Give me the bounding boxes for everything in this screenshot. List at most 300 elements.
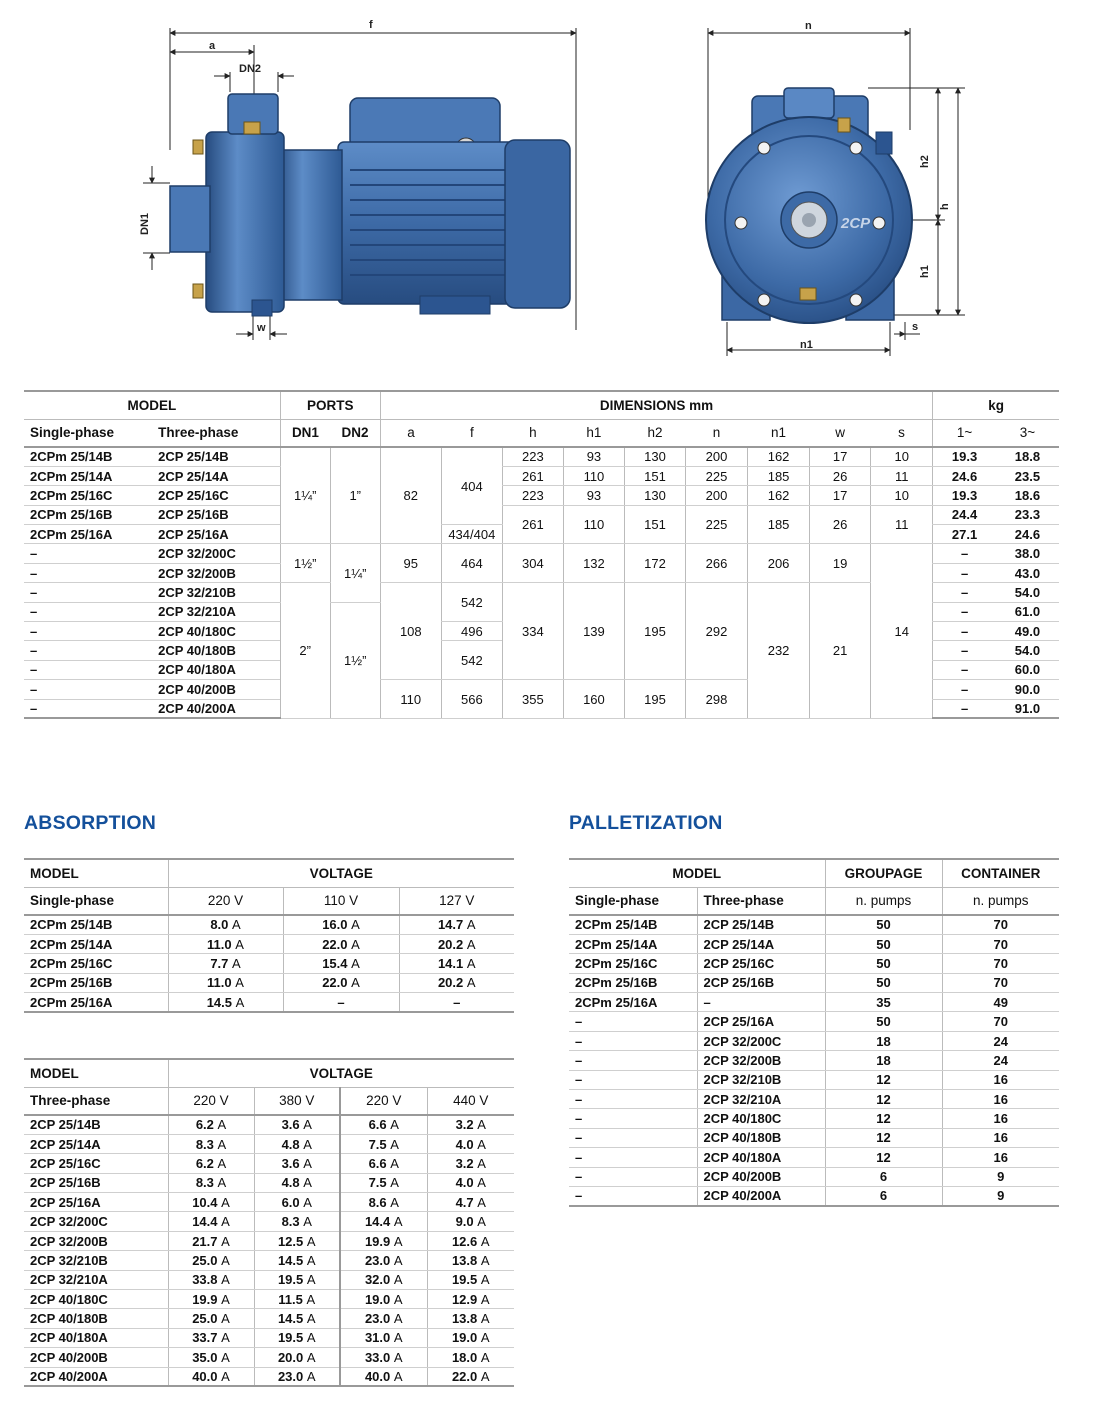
n1-value: 162	[748, 486, 810, 505]
current-220v	[168, 1367, 254, 1386]
col-n1: n1	[748, 419, 810, 447]
unit-label: A	[221, 1330, 230, 1346]
single-phase-model: 2CPm 25/16A	[569, 993, 697, 1012]
unit-label: A	[466, 917, 476, 933]
unit-label: A	[303, 1194, 312, 1210]
model-name: 2CPm 25/16A	[24, 993, 168, 1012]
current-value: 3.2	[455, 1117, 474, 1133]
three-phase-model: 2CP 25/16A	[697, 1012, 825, 1031]
current-value: 22.0	[322, 975, 348, 991]
kg1-value: –	[933, 583, 996, 602]
current-440v	[427, 1173, 514, 1192]
h1-value: 139	[563, 583, 624, 680]
table-row	[24, 1154, 514, 1173]
unit-label: A	[393, 1349, 403, 1365]
single-phase-model: –	[24, 544, 152, 563]
current-value: 20.0	[277, 1349, 304, 1365]
kg1-value: –	[933, 641, 996, 660]
table-row	[569, 993, 1059, 1012]
h2-value: 172	[624, 544, 685, 583]
unit-label: A	[221, 1214, 230, 1230]
three-phase-model: 2CP 32/210B	[697, 1070, 825, 1089]
current-220v-b	[340, 1115, 427, 1134]
current-220v-b	[340, 1134, 427, 1153]
current-220v	[168, 973, 283, 992]
model-name: 2CP 40/180A	[24, 1328, 168, 1347]
current-value: 9.0	[455, 1214, 474, 1230]
unit-label: A	[351, 917, 360, 933]
container-count: 70	[942, 915, 1059, 934]
single-phase-model: –	[569, 1186, 697, 1205]
current-380v	[254, 1115, 340, 1134]
current-value: 21.7	[192, 1233, 218, 1249]
table-row	[569, 1090, 1059, 1109]
single-phase-model: –	[569, 1148, 697, 1167]
container-count: 49	[942, 993, 1059, 1012]
current-220v	[168, 1328, 254, 1347]
col-dimensions: DIMENSIONS mm	[380, 391, 933, 419]
palletization-table	[569, 858, 1059, 1207]
dim-h-label: h	[939, 203, 951, 210]
kg3-value: 38.0	[996, 544, 1059, 563]
absorption-three-phase-table	[24, 1058, 514, 1387]
current-220v	[168, 1231, 254, 1250]
current-110v	[283, 915, 399, 934]
current-value: 6.2	[195, 1117, 214, 1133]
container-count: 70	[942, 973, 1059, 992]
three-phase-model: 2CP 32/200B	[697, 1051, 825, 1070]
unit-label: A	[477, 1117, 486, 1133]
container-count: 16	[942, 1070, 1059, 1089]
current-value: 13.8	[451, 1252, 478, 1268]
table-row	[24, 934, 514, 953]
current-440v	[427, 1309, 514, 1328]
current-110v	[283, 973, 399, 992]
col-groupage: GROUPAGE	[825, 859, 942, 887]
unit-label: A	[306, 1252, 316, 1268]
col-three: Three-phase	[697, 887, 825, 915]
n-value: 200	[686, 447, 748, 466]
single-phase-model: 2CPm 25/14B	[569, 915, 697, 934]
col-440v: 440 V	[427, 1087, 514, 1115]
table-row	[24, 505, 1059, 524]
dn2-value: 1½”	[330, 602, 380, 718]
w-value: 17	[810, 447, 871, 466]
h2-value: 130	[624, 447, 685, 466]
table-row	[24, 954, 514, 973]
col-380v: 380 V	[254, 1087, 340, 1115]
unit-label: A	[466, 955, 476, 971]
table-row	[569, 934, 1059, 953]
h-value: 261	[502, 466, 563, 485]
groupage-count: 50	[825, 973, 942, 992]
col-h: h	[502, 419, 563, 447]
current-220v-b	[340, 1270, 427, 1289]
table-row	[569, 1070, 1059, 1089]
groupage-count: 18	[825, 1051, 942, 1070]
container-count: 16	[942, 1090, 1059, 1109]
current-440v	[427, 1290, 514, 1309]
h1-value: 110	[563, 466, 624, 485]
current-value: 14.7	[437, 917, 464, 933]
container-count: 24	[942, 1031, 1059, 1050]
h-value: 304	[502, 544, 563, 583]
current-value: –	[453, 994, 461, 1010]
unit-label: A	[232, 917, 241, 933]
three-phase-model: 2CP 25/16C	[152, 486, 280, 505]
current-127v	[399, 993, 514, 1012]
current-440v	[427, 1134, 514, 1153]
current-110v	[283, 934, 399, 953]
groupage-count: 6	[825, 1186, 942, 1205]
col-single: Single-phase	[24, 419, 152, 447]
current-value: 19.5	[277, 1330, 304, 1346]
groupage-count: 50	[825, 954, 942, 973]
current-value: 4.0	[455, 1136, 474, 1152]
table-row	[24, 466, 1059, 485]
current-value: 33.7	[192, 1330, 218, 1346]
single-phase-model: –	[24, 583, 152, 602]
unit-label: A	[303, 1175, 312, 1191]
model-name: 2CP 25/16A	[24, 1193, 168, 1212]
three-phase-model: 2CP 25/16B	[697, 973, 825, 992]
kg1-value: –	[933, 680, 996, 699]
three-phase-model: 2CP 40/200A	[152, 699, 280, 718]
table-row	[569, 954, 1059, 973]
table-row	[24, 1212, 514, 1231]
f-value: 542	[441, 641, 502, 680]
h-value: 261	[502, 505, 563, 544]
table-row	[24, 1251, 514, 1270]
current-value: 8.3	[195, 1175, 214, 1191]
n1-value: 206	[748, 544, 810, 583]
single-phase-model: 2CPm 25/14B	[24, 447, 152, 466]
current-220v	[168, 993, 283, 1012]
w-value: 21	[810, 583, 871, 719]
kg1-value: 19.3	[933, 447, 996, 466]
col-dn2: DN2	[330, 419, 380, 447]
model-name: 2CP 25/16C	[24, 1154, 168, 1173]
container-count: 9	[942, 1167, 1059, 1186]
single-phase-model: –	[24, 563, 152, 582]
col-h2: h2	[624, 419, 685, 447]
single-phase-model: –	[569, 1128, 697, 1147]
current-value: 14.5	[206, 994, 232, 1010]
col-w: w	[810, 419, 871, 447]
single-phase-model: –	[569, 1090, 697, 1109]
current-value: 19.0	[451, 1330, 478, 1346]
three-phase-model: 2CP 25/16B	[152, 505, 280, 524]
current-value: 3.6	[281, 1117, 300, 1133]
col-container: CONTAINER	[942, 859, 1059, 887]
h2-value: 195	[624, 583, 685, 680]
unit-label: A	[306, 1233, 316, 1249]
current-value: 10.4	[192, 1194, 218, 1210]
unit-label: A	[303, 1117, 312, 1133]
col-groupage-unit: n. pumps	[825, 887, 942, 915]
current-value: 19.0	[364, 1291, 391, 1307]
unit-label: A	[351, 955, 360, 971]
unit-label: A	[390, 1155, 399, 1171]
table-row	[24, 1134, 514, 1153]
three-phase-model: –	[697, 993, 825, 1012]
kg3-value: 91.0	[996, 699, 1059, 718]
current-220v	[168, 1154, 254, 1173]
unit-label: A	[306, 1291, 316, 1307]
current-380v	[254, 1251, 340, 1270]
current-220v	[168, 1251, 254, 1270]
current-220v	[168, 1309, 254, 1328]
current-220v-b	[340, 1348, 427, 1367]
a-value: 82	[380, 447, 441, 544]
current-440v	[427, 1348, 514, 1367]
unit-label: A	[477, 1214, 486, 1230]
unit-label: A	[221, 1349, 230, 1365]
current-440v	[427, 1251, 514, 1270]
three-phase-model: 2CP 32/200B	[152, 563, 280, 582]
three-phase-model: 2CP 32/210B	[152, 583, 280, 602]
unit-label: A	[393, 1272, 403, 1288]
w-value: 19	[810, 544, 871, 583]
unit-label: A	[477, 1194, 486, 1210]
current-220v	[168, 1270, 254, 1289]
groupage-count: 6	[825, 1167, 942, 1186]
three-phase-model: 2CP 40/200B	[697, 1167, 825, 1186]
current-380v	[254, 1173, 340, 1192]
h-value: 355	[502, 680, 563, 719]
current-440v	[427, 1367, 514, 1386]
table-row	[569, 1012, 1059, 1031]
dim-n-label: n	[805, 20, 812, 32]
f-value: 404	[441, 447, 502, 525]
model-name: 2CP 25/16B	[24, 1173, 168, 1192]
unit-label: A	[235, 994, 245, 1010]
unit-label: A	[393, 1330, 403, 1346]
kg1-value: 27.1	[933, 525, 996, 544]
current-value: 7.5	[368, 1136, 387, 1152]
current-127v	[399, 934, 514, 953]
current-440v	[427, 1212, 514, 1231]
three-phase-model: 2CP 40/180A	[697, 1148, 825, 1167]
current-220v-b	[340, 1193, 427, 1212]
current-value: 40.0	[364, 1369, 391, 1385]
unit-label: A	[306, 1311, 316, 1327]
container-count: 16	[942, 1128, 1059, 1147]
col-single: Single-phase	[569, 887, 697, 915]
current-value: 12.9	[451, 1291, 478, 1307]
h-value: 223	[502, 447, 563, 466]
current-220v-b	[340, 1309, 427, 1328]
model-name: 2CPm 25/16C	[24, 954, 168, 973]
current-220v-b	[340, 1231, 427, 1250]
current-110v	[283, 954, 399, 973]
n1-value: 185	[748, 466, 810, 485]
unit-label: A	[217, 1155, 227, 1171]
n-value: 200	[686, 486, 748, 505]
single-phase-model: 2CPm 25/16A	[24, 525, 152, 544]
col-voltage: VOLTAGE	[168, 1059, 514, 1087]
kg3-value: 60.0	[996, 660, 1059, 679]
current-380v	[254, 1212, 340, 1231]
dn2-value: 1¼”	[330, 544, 380, 602]
single-phase-model: –	[24, 660, 152, 679]
three-phase-model: 2CP 40/200B	[152, 680, 280, 699]
three-phase-model: 2CP 25/16C	[697, 954, 825, 973]
n-value: 298	[686, 680, 748, 719]
current-440v	[427, 1270, 514, 1289]
table-row	[24, 486, 1059, 505]
dim-s-label: s	[912, 321, 919, 333]
kg1-value: 24.6	[933, 466, 996, 485]
current-value: 11.0	[207, 975, 232, 991]
model-name: 2CP 40/200B	[24, 1348, 168, 1367]
table-row	[24, 1309, 514, 1328]
col-three: Three-phase	[24, 1087, 168, 1115]
n1-value: 185	[748, 505, 810, 544]
dn1-value: 1¼”	[280, 447, 330, 544]
groupage-count: 12	[825, 1090, 942, 1109]
f-value: 434/404	[441, 525, 502, 544]
col-h1: h1	[563, 419, 624, 447]
table-row	[569, 915, 1059, 934]
current-value: 25.0	[192, 1252, 218, 1268]
current-value: 14.4	[364, 1214, 391, 1230]
current-value: 20.2	[437, 975, 464, 991]
current-value: 14.5	[277, 1311, 304, 1327]
col-kg: kg	[933, 391, 1059, 419]
current-value: 32.0	[364, 1272, 391, 1288]
current-value: 3.6	[281, 1155, 300, 1171]
current-127v	[399, 973, 514, 992]
col-110v: 110 V	[283, 887, 399, 915]
table-row	[24, 1367, 514, 1386]
current-380v	[254, 1328, 340, 1347]
unit-label: A	[306, 1369, 316, 1385]
unit-label: A	[480, 1311, 490, 1327]
model-name: 2CP 32/210B	[24, 1251, 168, 1270]
groupage-count: 50	[825, 1012, 942, 1031]
kg3-value: 23.3	[996, 505, 1059, 524]
unit-label: A	[303, 1155, 312, 1171]
col-220v: 220 V	[168, 887, 283, 915]
dn1-value: 2”	[280, 583, 330, 719]
current-value: 22.0	[322, 936, 348, 952]
unit-label: A	[480, 1291, 490, 1307]
unit-label: A	[480, 1369, 490, 1385]
w-value: 26	[810, 466, 871, 485]
kg1-value: –	[933, 622, 996, 641]
kg3-value: 43.0	[996, 563, 1059, 582]
three-phase-model: 2CP 40/180B	[697, 1128, 825, 1147]
dim-h1-label: h1	[919, 265, 931, 278]
table-row	[24, 544, 1059, 563]
groupage-count: 12	[825, 1148, 942, 1167]
kg3-value: 54.0	[996, 641, 1059, 660]
model-name: 2CP 32/200C	[24, 1212, 168, 1231]
current-380v	[254, 1309, 340, 1328]
single-phase-model: 2CPm 25/16C	[24, 486, 152, 505]
dim-w-label: w	[257, 322, 266, 334]
h2-value: 130	[624, 486, 685, 505]
w-value: 26	[810, 505, 871, 544]
n1-value: 162	[748, 447, 810, 466]
w-value: 17	[810, 486, 871, 505]
a-value: 108	[380, 583, 441, 680]
pump-drawings	[0, 0, 1096, 380]
absorption-single-phase-table	[24, 858, 514, 1013]
unit-label: A	[466, 975, 476, 991]
current-value: 23.0	[277, 1369, 304, 1385]
model-name: 2CPm 25/14A	[24, 934, 168, 953]
h1-value: 93	[563, 486, 624, 505]
unit-label: A	[232, 955, 241, 971]
current-220v	[168, 1173, 254, 1192]
groupage-count: 35	[825, 993, 942, 1012]
table-row	[24, 1328, 514, 1347]
current-220v-b	[340, 1251, 427, 1270]
col-voltage: VOLTAGE	[168, 859, 514, 887]
unit-label: A	[393, 1214, 403, 1230]
pump-badge: 2CP	[841, 215, 871, 232]
single-phase-model: –	[24, 699, 152, 718]
dim-dn2-label: DN2	[239, 63, 262, 75]
dim-h2-label: h2	[919, 155, 931, 168]
current-220v	[168, 1348, 254, 1367]
table-row	[24, 1173, 514, 1192]
dn2-value: 1”	[330, 447, 380, 544]
current-value: 12.5	[277, 1233, 304, 1249]
container-count: 70	[942, 934, 1059, 953]
model-name: 2CPm 25/16B	[24, 973, 168, 992]
current-220v-b	[340, 1290, 427, 1309]
front-view-drawing	[706, 20, 965, 356]
unit-label: A	[480, 1252, 490, 1268]
current-value: 4.0	[455, 1175, 474, 1191]
single-phase-model: –	[24, 680, 152, 699]
current-440v	[427, 1154, 514, 1173]
groupage-count: 50	[825, 934, 942, 953]
container-count: 16	[942, 1148, 1059, 1167]
current-value: –	[337, 994, 345, 1010]
container-count: 16	[942, 1109, 1059, 1128]
h-value: 334	[502, 583, 563, 680]
f-value: 464	[441, 544, 502, 583]
col-container-unit: n. pumps	[942, 887, 1059, 915]
unit-label: A	[390, 1175, 399, 1191]
table-row	[569, 1186, 1059, 1205]
n-value: 225	[686, 505, 748, 544]
unit-label: A	[480, 1349, 490, 1365]
current-440v	[427, 1328, 514, 1347]
kg3-value: 23.5	[996, 466, 1059, 485]
current-value: 19.9	[192, 1291, 218, 1307]
col-n: n	[686, 419, 748, 447]
f-value: 566	[441, 680, 502, 719]
table-row	[24, 1290, 514, 1309]
single-phase-model: –	[569, 1051, 697, 1070]
col-kg3: 3~	[996, 419, 1059, 447]
col-dn1: DN1	[280, 419, 330, 447]
current-value: 14.4	[192, 1214, 218, 1230]
unit-label: A	[221, 1194, 230, 1210]
col-127v: 127 V	[399, 887, 514, 915]
col-kg1: 1~	[933, 419, 996, 447]
n-value: 225	[686, 466, 748, 485]
current-value: 12.6	[451, 1233, 478, 1249]
current-380v	[254, 1290, 340, 1309]
col-s: s	[871, 419, 933, 447]
current-value: 14.1	[437, 955, 464, 971]
